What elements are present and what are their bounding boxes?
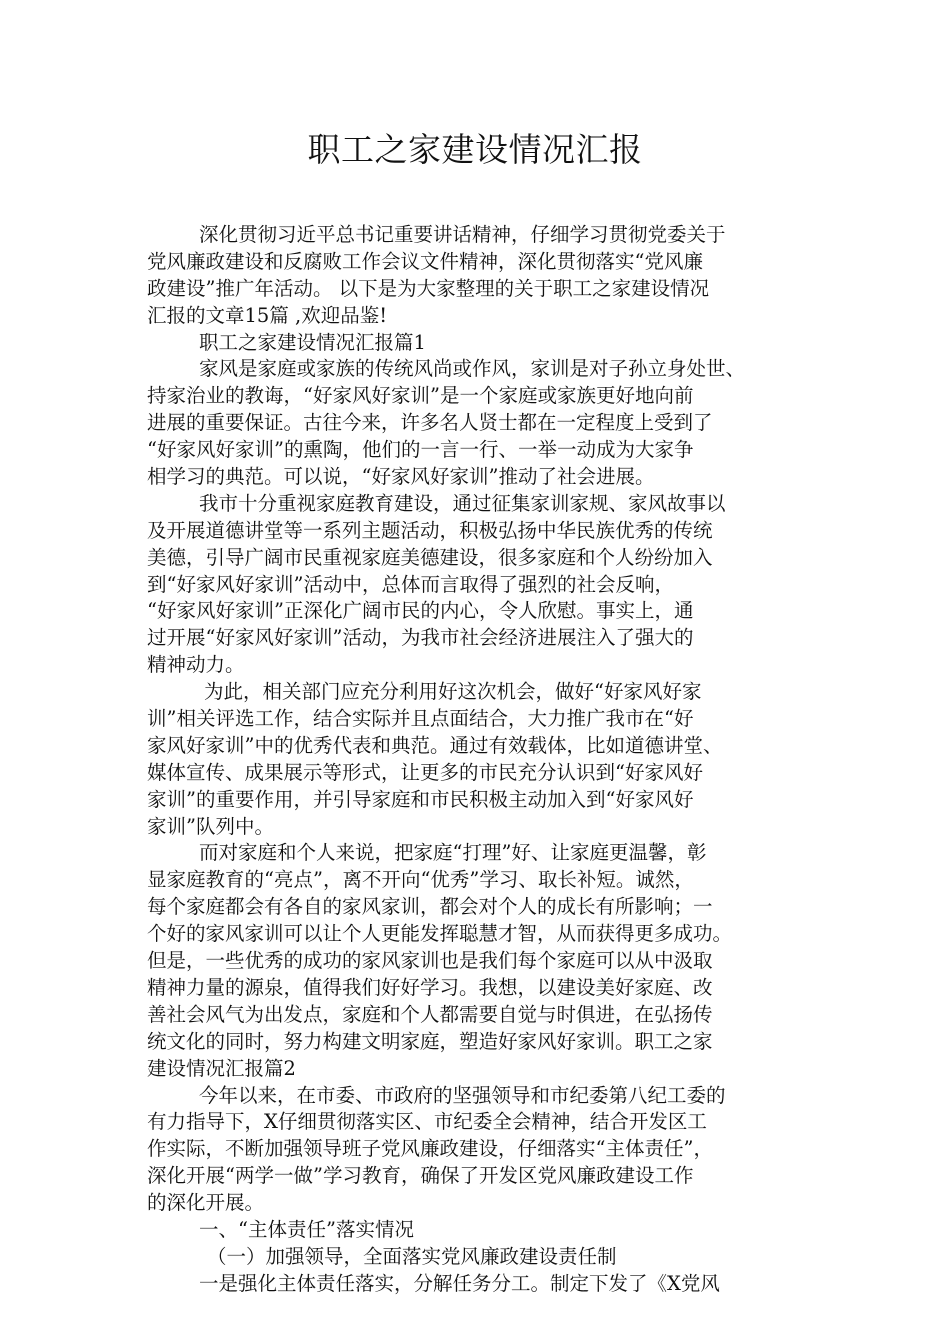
text-line: 统文化的同时，努力构建文明家庭，塑造好家风好家训。职工之家	[147, 1029, 713, 1053]
text-line: 精神力量的源泉，值得我们好好学习。我想，以建设美好家庭、改	[147, 975, 713, 999]
text-line: 到“好家风好家训”活动中，总体而言取得了强烈的社会反响，	[147, 572, 674, 596]
section-heading: 职工之家建设情况汇报篇1	[199, 330, 426, 354]
text-line: 善社会风气为出发点，家庭和个人都需要自觉与时俱进，在弘扬传	[147, 1002, 713, 1026]
section-heading: 建设情况汇报篇2	[147, 1056, 296, 1080]
text-line: 家训”的重要作用，并引导家庭和市民积极主动加入到“好家风好	[147, 787, 694, 811]
text-line: 精神动力。	[147, 653, 245, 677]
text-line: “好家风好家训”正深化广阔市民的内心，令人欣慰。事实上，通	[147, 599, 694, 623]
text-line: 显家庭教育的“亮点”，离不开向“优秀”学习、取长补短。诚然，	[147, 868, 694, 892]
text-line: 我市十分重视家庭教育建设，通过征集家训家规、家风故事以	[199, 491, 726, 515]
subsection-heading: （一）加强领导，全面落实党风廉政建设责任制	[207, 1244, 617, 1268]
text-line: 及开展道德讲堂等一系列主题活动，积极弘扬中华民族优秀的传统	[147, 518, 713, 542]
text-line: 美德，引导广阔市民重视家庭美德建设，很多家庭和个人纷纷加入	[147, 545, 713, 569]
text-line: 政建设”推广年活动。 以下是为大家整理的关于职工之家建设情况	[147, 276, 710, 300]
text-line: 个好的家风家训可以让个人更能发挥聪慧才智，从而获得更多成功。	[147, 922, 733, 946]
text-line: 深化开展“两学一做”学习教育，确保了开发区党风廉政建设工作	[147, 1164, 694, 1188]
text-line: 有力指导下，X仔细贯彻落实区、市纪委全会精神，结合开发区工	[147, 1110, 707, 1134]
text-line: 训”相关评选工作，结合实际并且点面结合，大力推广我市在“好	[147, 707, 694, 731]
subsection-heading: 一、“主体责任”落实情况	[199, 1217, 414, 1241]
text-line: 相学习的典范。可以说，“好家风好家训”推动了社会进展。	[147, 465, 655, 489]
text-line: 持家治业的教诲，“好家风好家训”是一个家庭或家族更好地向前	[147, 384, 694, 408]
text-line: 家风是家庭或家族的传统风尚或作风，家训是对子孙立身处世、	[199, 357, 746, 381]
text-line: 媒体宣传、成果展示等形式，让更多的市民充分认识到“好家风好	[147, 760, 703, 784]
text-line: 过开展“好家风好家训”活动，为我市社会经济进展注入了强大的	[147, 626, 694, 650]
text-line: 作实际，不断加强领导班子党风廉政建设，仔细落实“主体责任”，	[147, 1137, 713, 1161]
text-line: “好家风好家训”的熏陶，他们的一言一行、一举一动成为大家争	[147, 438, 694, 462]
text-line: 今年以来，在市委、市政府的坚强领导和市纪委第八纪工委的	[199, 1083, 726, 1107]
text-line: 而对家庭和个人来说，把家庭“打理”好、让家庭更温馨，彰	[199, 841, 707, 865]
text-line: 的深化开展。	[147, 1191, 265, 1215]
text-line: 进展的重要保证。古往今来，许多名人贤士都在一定程度上受到了	[147, 411, 713, 435]
text-line: 党风廉政建设和反腐败工作会议文件精神，深化贯彻落实“党风廉	[147, 249, 703, 273]
text-line: 但是，一些优秀的成功的家风家训也是我们每个家庭可以从中汲取	[147, 949, 713, 973]
text-line: 深化贯彻习近平总书记重要讲话精神，仔细学习贯彻党委关于	[199, 223, 726, 246]
document-body	[147, 222, 809, 1298]
text-line: 为此，相关部门应充分利用好这次机会，做好“好家风好家	[204, 680, 702, 704]
text-line: 一是强化主体责任落实，分解任务分工。制定下发了《X党风	[199, 1271, 720, 1295]
text-line: 家训”队列中。	[147, 814, 274, 838]
text-line: 汇报的文章15篇 ,欢迎品鉴!	[147, 303, 388, 327]
text-line: 每个家庭都会有各自的家风家训，都会对个人的成长有所影响；一	[147, 895, 713, 919]
document-title: 职工之家建设情况汇报	[307, 130, 643, 169]
text-line: 家风好家训”中的优秀代表和典范。通过有效载体，比如道德讲堂、	[147, 733, 723, 757]
